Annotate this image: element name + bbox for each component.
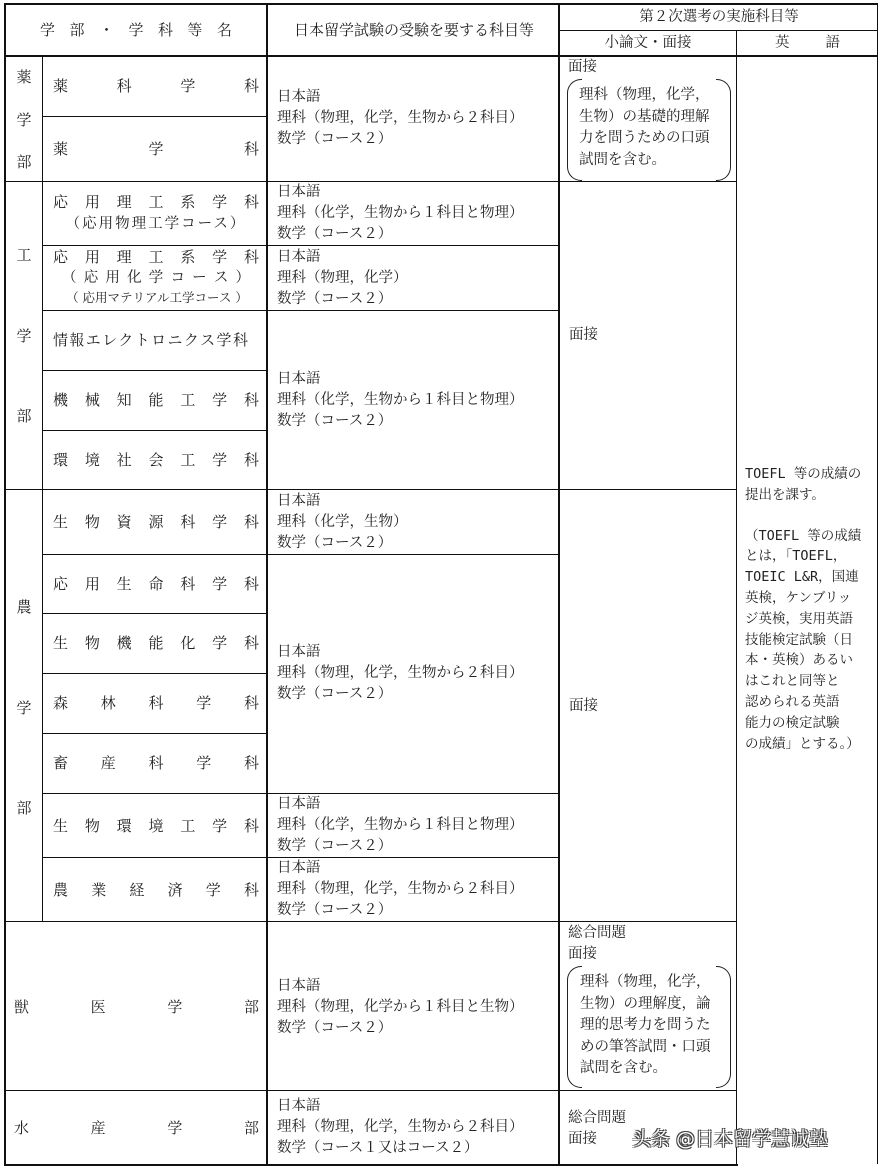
subjects-agr-middle (277, 642, 524, 704)
char: コ (170, 270, 185, 286)
char: 薬 (16, 68, 32, 86)
char: 理 (116, 248, 132, 266)
char: 獣 (14, 998, 30, 1016)
char: 化 (127, 270, 142, 286)
table-border-right (877, 3, 878, 1164)
subject-line: 日本語 (277, 184, 321, 200)
english-line: の成績」とする。） (745, 735, 860, 752)
subject-line: 理科（物理，化学） (277, 269, 408, 286)
char: 工 (180, 817, 196, 835)
char: 業 (91, 881, 107, 899)
subjects-eng-chem (277, 247, 408, 309)
char: 科 (116, 77, 132, 95)
english-line: とは，「TOEFL， (745, 548, 847, 565)
subject-line: 理科（物理，化学，生物から２科目） (277, 1118, 524, 1135)
char: 部 (243, 1119, 259, 1137)
dept-bio-functional-chem (53, 633, 259, 653)
subject-line: 数学（コース１又はコース２） (277, 1139, 479, 1156)
char: 学 (212, 391, 228, 409)
char: ー (192, 270, 207, 286)
char: 環 (116, 817, 132, 835)
char: 学 (212, 248, 228, 266)
char: 資 (116, 513, 132, 531)
subjects-agr-bioresource (277, 491, 408, 553)
char: ・ (98, 21, 114, 39)
char: 工 (180, 391, 196, 409)
char: 部 (16, 153, 32, 171)
note-line: 理科（物理，化学， (579, 87, 710, 103)
note-line: 理的思考力を問うた (580, 1017, 711, 1033)
table-border-left (4, 3, 6, 1166)
char: 部 (243, 998, 259, 1016)
subjects-fisheries (277, 1096, 524, 1158)
row-line (42, 370, 266, 371)
char: 科 (148, 694, 164, 712)
char: 英 (775, 35, 790, 51)
char: 能 (148, 634, 164, 652)
faculty-veterinary (14, 997, 259, 1017)
col-divider-english (736, 30, 737, 1166)
interview-pharmacy-title: 面接 (568, 59, 597, 75)
char: 科 (243, 77, 259, 95)
char: 名 (216, 21, 232, 39)
char: 学 (167, 1119, 183, 1137)
subject-row-line (266, 310, 559, 311)
char: 源 (148, 513, 164, 531)
note-line: 力を問うための口頭 (579, 130, 710, 146)
header-second-stage: 第２次選考の実施科目等 (639, 9, 799, 25)
dept-pharmaceutical-science (53, 76, 259, 96)
char: 学 (212, 513, 228, 531)
char: 能 (148, 391, 164, 409)
essay-row-line (558, 489, 737, 490)
subject-line: 理科（化学，生物から１科目と物理） (277, 204, 524, 221)
dept-course-applied-materials: （ 応用マテリアル工学コース ） (66, 290, 248, 305)
char: 学 (167, 998, 183, 1016)
char: 環 (53, 451, 69, 469)
char: 用 (105, 270, 120, 286)
faculty-pharmacy (8, 66, 40, 172)
dept-applied-sci-eng-chem (53, 247, 259, 267)
subject-line: 理科（物理，化学，生物から２科目） (277, 664, 524, 681)
dept-forest-sci (53, 693, 259, 713)
char: 命 (148, 575, 164, 593)
char: 物 (84, 817, 100, 835)
english-line: ジ英検，実用英語 (745, 610, 853, 627)
char: 用 (84, 575, 100, 593)
row-line (42, 116, 266, 117)
char: 社 (116, 451, 132, 469)
exam-fisheries-line1: 総合問題 (568, 1110, 626, 1126)
char: 工 (16, 246, 32, 264)
subjects-pharmacy (277, 87, 524, 149)
header-dept-name (40, 20, 232, 40)
char: 森 (53, 694, 69, 712)
header-bottom-line (4, 55, 878, 57)
row-line (42, 793, 266, 794)
col-divider-subjects (266, 3, 268, 1166)
char: 科 (157, 21, 173, 39)
char: 科 (243, 451, 259, 469)
subject-line: 理科（物理，化学，生物から２科目） (277, 880, 524, 897)
dept-bio-env-eng (53, 816, 259, 836)
subject-line: 数学（コース２） (277, 534, 393, 551)
subject-line: 数学（コース２） (277, 1019, 393, 1036)
char: 応 (53, 575, 69, 593)
subject-line: 数学（コース２） (277, 837, 393, 854)
char: 部 (16, 799, 32, 817)
english-line: 能力の検定試験 (745, 714, 840, 731)
exam-veterinary-line2: 面接 (568, 946, 597, 962)
char: 系 (180, 248, 196, 266)
faculty-agriculture (8, 596, 40, 818)
char: 薬 (53, 140, 69, 158)
subjects-agr-economics (277, 858, 524, 920)
note-line: 理科（物理，化学， (580, 974, 711, 990)
char: 学 (148, 270, 164, 286)
faculty-fisheries (14, 1118, 259, 1138)
char: 生 (53, 817, 69, 835)
char: 科 (243, 694, 259, 712)
char: 学 (16, 326, 32, 345)
subject-line: 数学（コース２） (277, 685, 393, 702)
char: 応 (83, 270, 99, 286)
bracket-right-icon (716, 966, 731, 1088)
char: 畜 (53, 754, 69, 772)
subject-line: 日本語 (277, 978, 321, 994)
char: 済 (167, 881, 183, 899)
char: 医 (90, 998, 106, 1016)
subject-line: 日本語 (277, 1098, 321, 1114)
dept-animal-sci (53, 753, 259, 773)
char: ） (235, 270, 250, 286)
english-line: 英検，ケンブリッ (745, 589, 852, 606)
exam-veterinary-note (580, 972, 711, 1080)
dept-applied-life-sci (53, 574, 259, 594)
char: 化 (180, 634, 196, 652)
char: 工 (148, 248, 164, 266)
dept-applied-sci-eng-physics (53, 192, 259, 212)
note-line: 生物）の理解度，論 (580, 995, 711, 1012)
subject-line: 日本語 (277, 493, 321, 509)
char: 科 (243, 754, 259, 772)
exam-veterinary-line1: 総合問題 (568, 925, 626, 941)
char: 学 (212, 634, 228, 652)
char: 生 (116, 575, 132, 593)
char: 会 (148, 451, 164, 469)
char: 境 (84, 451, 100, 469)
char: 学 (196, 754, 212, 772)
subject-line: 理科（物理，化学，生物から２科目） (277, 109, 524, 126)
row-line (42, 430, 266, 431)
char: 境 (148, 817, 164, 835)
char: 機 (53, 391, 69, 409)
english-line: はこれと同等と (745, 673, 840, 690)
col-divider-second (558, 3, 560, 1166)
header-sub-line (559, 30, 877, 31)
char: 薬 (53, 77, 69, 95)
char: 学 (212, 817, 228, 835)
char: 産 (90, 1119, 106, 1137)
dept-info-electronics: 情報エレクトロニクス学科 (53, 331, 250, 349)
subject-line: 日本語 (277, 89, 321, 105)
char: 科 (180, 513, 196, 531)
char: 科 (243, 634, 259, 652)
dept-env-social-eng (53, 450, 259, 470)
char: 械 (84, 391, 100, 409)
dept-pharmacy (53, 139, 259, 159)
subjects-eng-rest (277, 369, 524, 431)
char: 知 (116, 391, 132, 409)
interview-pharmacy-note (579, 85, 710, 171)
dept-agri-economics (53, 880, 259, 900)
char: 工 (180, 451, 196, 469)
subject-line: 理科（化学，生物） (277, 513, 408, 530)
note-line: 生物）の基礎的理解 (579, 108, 710, 125)
row-line (42, 673, 266, 674)
english-requirement (745, 464, 875, 754)
english-line: 本・英検）あるい (745, 652, 853, 669)
subject-row-line (266, 554, 559, 555)
english-line: （TOEFL 等の成績 (745, 527, 862, 544)
interview-engineering: 面接 (569, 327, 598, 343)
header-essay-interview: 小論文・面接 (604, 35, 692, 51)
char: 林 (100, 694, 116, 712)
subject-line: 日本語 (277, 796, 321, 812)
header-english (775, 33, 840, 53)
subject-line: 数学（コース２） (277, 412, 393, 429)
char: 科 (243, 513, 259, 531)
char: 部 (69, 21, 85, 39)
char: 学 (16, 110, 32, 129)
subject-row-line (266, 245, 559, 246)
dept-bioresource-sci (53, 512, 259, 532)
subject-line: 数学（コース２） (277, 901, 393, 918)
char: 科 (243, 248, 259, 266)
subject-line: 理科（物理，化学から１科目と生物） (277, 998, 524, 1015)
char: 学 (128, 21, 144, 39)
subject-line: 理科（化学，生物から１科目と物理） (277, 391, 524, 408)
char: 学 (180, 77, 196, 95)
subject-line: 日本語 (277, 249, 321, 265)
char: 経 (129, 881, 145, 899)
char: 理 (116, 193, 132, 211)
char: 応 (53, 193, 69, 211)
char: 学 (196, 694, 212, 712)
faculty-line (4, 921, 737, 922)
row-line (42, 554, 266, 555)
char: 学 (212, 451, 228, 469)
dept-course-applied-physics: （応用物理工学コース） (65, 216, 247, 232)
watermark: 头条 @日本留学慧诚塾 (632, 1128, 829, 1150)
char: 産 (100, 754, 116, 772)
note-line: 試問を含む。 (579, 151, 666, 168)
char: 生 (53, 634, 69, 652)
table-border-top (4, 3, 878, 5)
char: 物 (84, 513, 100, 531)
essay-row-line (558, 181, 737, 182)
char: 科 (148, 754, 164, 772)
char: 用 (84, 248, 100, 266)
char: 学 (40, 21, 56, 39)
subjects-veterinary (277, 976, 524, 1038)
english-line: TOEIC L&R，国連 (745, 569, 859, 586)
char: 系 (180, 193, 196, 211)
char: 物 (84, 634, 100, 652)
char: 農 (53, 881, 69, 899)
char: 部 (16, 407, 32, 425)
row-line (42, 245, 266, 246)
char: 科 (180, 575, 196, 593)
row-line (42, 613, 266, 614)
row-line (42, 857, 266, 858)
subject-line: 数学（コース２） (277, 130, 393, 147)
subject-line: 日本語 (277, 644, 321, 660)
char: 等 (187, 21, 203, 39)
char: 用 (84, 193, 100, 211)
dept-course-applied-chem (62, 268, 250, 288)
char: 学 (205, 881, 221, 899)
note-line: めの筆答試問・口頭 (580, 1038, 711, 1055)
char: 学 (16, 698, 32, 717)
subjects-agr-bio-env (277, 794, 524, 856)
char: 学 (148, 140, 164, 158)
char: 科 (243, 193, 259, 211)
interview-agriculture: 面接 (569, 698, 598, 714)
english-line: 技能検定試験（日 (745, 631, 853, 648)
char: 語 (825, 35, 840, 51)
note-line: 試問を含む。 (580, 1060, 667, 1076)
header-subjects: 日本留学試験の受験を要する科目等 (294, 21, 535, 39)
subject-line: 日本語 (277, 371, 321, 387)
char: 応 (53, 248, 69, 266)
dept-mechanical-intelligent (53, 390, 259, 410)
row-line (42, 310, 266, 311)
english-line: TOEFL 等の成績の (745, 466, 862, 482)
subjects-eng-physics (277, 182, 524, 244)
char: 学 (212, 193, 228, 211)
char: 科 (243, 817, 259, 835)
char: 科 (243, 575, 259, 593)
subject-line: 数学（コース２） (277, 290, 393, 307)
faculty-line (4, 489, 559, 490)
char: 科 (243, 881, 259, 899)
subject-line: 数学（コース２） (277, 225, 393, 242)
char: （ (62, 270, 77, 286)
exam-fisheries-line2: 面接 (568, 1131, 597, 1147)
faculty-engineering (8, 244, 40, 426)
english-line-spacer (745, 506, 875, 526)
char: 科 (243, 391, 259, 409)
char: 生 (53, 513, 69, 531)
char: 農 (16, 598, 32, 616)
char: 機 (116, 634, 132, 652)
char: 工 (148, 193, 164, 211)
char: 科 (243, 140, 259, 158)
faculty-line (4, 1090, 737, 1091)
table-border-bottom (4, 1164, 738, 1166)
bracket-right-icon (716, 79, 731, 181)
row-line (42, 733, 266, 734)
subject-line: 理科（化学，生物から１科目と物理） (277, 816, 524, 833)
char: ス (213, 270, 229, 286)
subject-line: 日本語 (277, 860, 321, 876)
english-line: 提出を課す。 (745, 486, 825, 503)
english-line: 認められる英語 (745, 693, 840, 710)
char: 学 (212, 575, 228, 593)
char: 水 (14, 1119, 30, 1137)
